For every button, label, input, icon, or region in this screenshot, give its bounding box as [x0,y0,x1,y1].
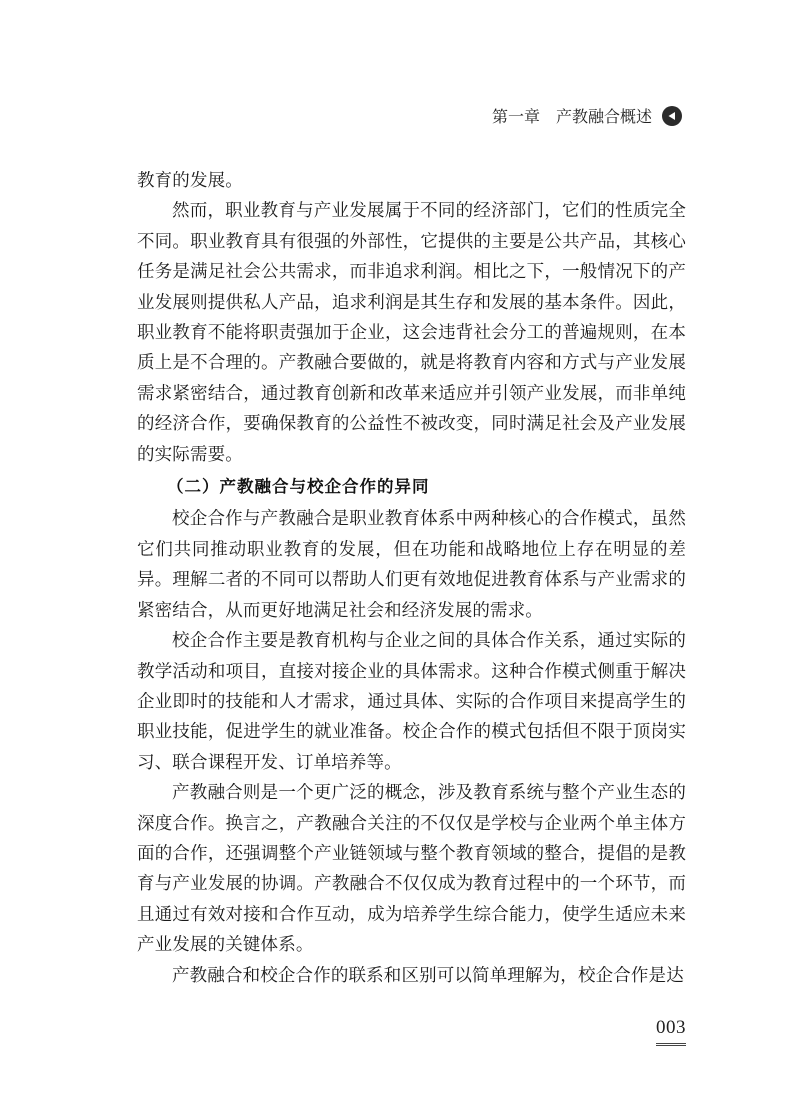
play-left-icon [662,106,682,126]
chapter-label: 第一章 [491,107,540,126]
page-number: 003 [656,1017,686,1046]
chapter-title: 产教融合概述 [555,107,652,126]
paragraph: 校企合作主要是教育机构与企业之间的具体合作关系，通过实际的教学活动和项目，直接对接企业的具体需求。这种合作模式侧重于解决企业即时的技能和人才需求，通过具体、实际的合作项目来提高学生的职业技能，促进学生的就业准备。校企合作的模式包括但不限于顶岗实习、联合课程开发、订单培养等。 [137,631,686,773]
paragraph: 教育的发展。 [137,171,243,191]
body-text [137,166,686,991]
paragraph: 校企合作与产教融合是职业教育体系中两种核心的合作模式，虽然它们共同推动职业教育的发展，但在功能和战略地位上存在明显的差异。理解二者的不同可以帮助人们更有效地促进教育体系与产业需求的紧密结合，从而更好地满足社会和经济发展的需求。 [137,509,686,621]
paragraph: 产教融合和校企合作的联系和区别可以简单理解为，校企合作是达 [172,965,684,986]
running-header [492,104,682,127]
paragraph: 产教融合则是一个更广泛的概念，涉及教育系统与整个产业生态的深度合作。换言之，产教融合关注的不仅仅是学校与企业两个单主体方面的合作，还强调整个产业链领域与整个教育领域的整合，提倡的是教育与产业发展的协调。产教融合不仅仅成为教育过程中的一个环节，而且通过有效对接和合作互动，成为培养学生综合能力，使学生适应未来产业发展的关键体系。 [137,783,686,956]
paragraph: 然而，职业教育与产业发展属于不同的经济部门，它们的性质完全不同。职业教育具有很强的外部性，它提供的主要是公共产品，其核心任务是满足社会公共需求，而非追求利润。相比之下，一般情况下的产业发展则提供私人产品，追求利润是其生存和发展的基本条件。因此，职业教育不能将职责强加于企业，这会违背社会分工的普遍规则，在本质上是不合理的。产教融合要做的，就是将教育内容和方式与产业发展需求紧密结合，通过教育创新和改革来适应并引领产业发展，而非单纯的经济合作，要确保教育的公益性不被改变，同时满足社会及产业发展的实际需要。 [137,201,686,465]
section-heading: （二）产教融合与校企合作的异同 [167,477,430,497]
